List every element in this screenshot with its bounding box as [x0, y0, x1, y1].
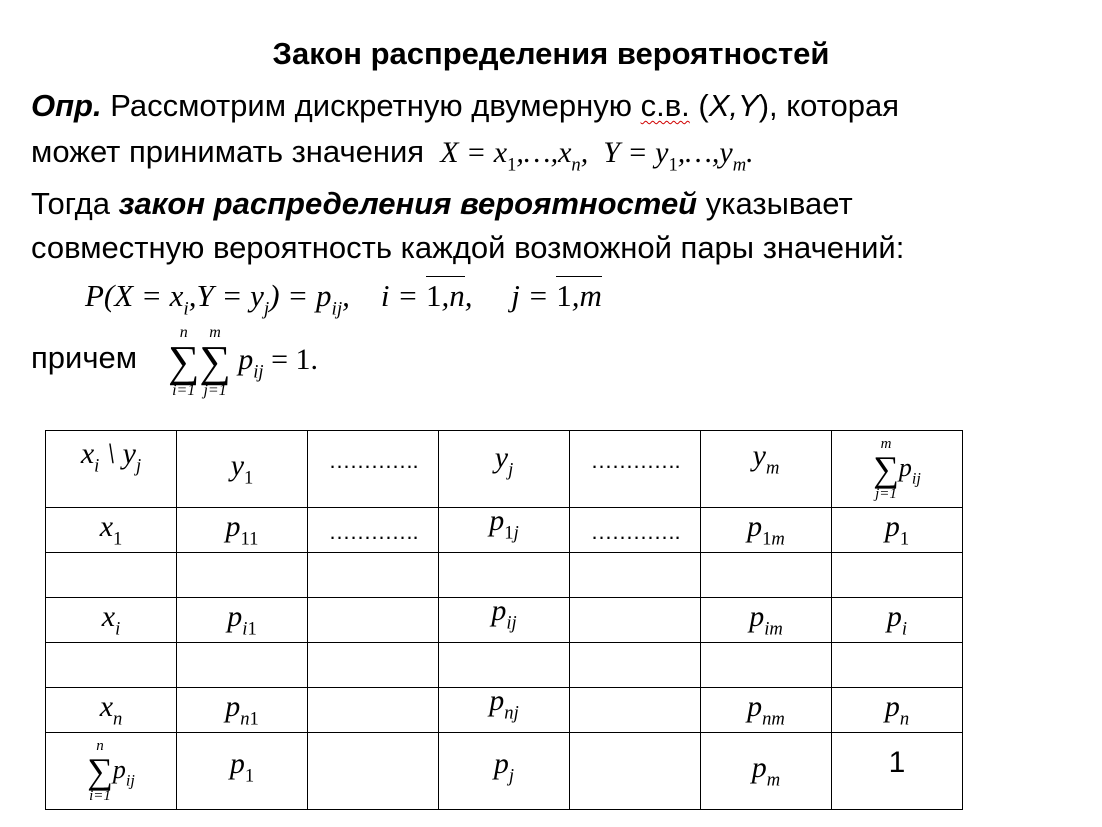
definition-text-b: ( [689, 88, 709, 123]
cell: $p_{i1}$ [177, 598, 308, 643]
page-title: Закон распределения вероятностей [272, 36, 830, 71]
cell: $p_{ij}$ [439, 598, 570, 643]
cell: $p_{nm}$ [701, 688, 832, 733]
then-text-b: указывает [697, 186, 853, 221]
cell: $p_{1j}$ [439, 508, 570, 553]
table-row [46, 598, 963, 643]
dots-cell: …………. [308, 431, 439, 508]
cell: $p_m$ [701, 733, 832, 810]
definition-label: Опр. [31, 88, 102, 123]
row-xi: $x_i$ [46, 598, 177, 643]
corner-cell: $x_i$ \ $y_j$ [46, 431, 177, 508]
moreover-label: причем [31, 340, 138, 375]
table-row [46, 688, 963, 733]
cell: $p_{im}$ [701, 598, 832, 643]
total-cell: 1 [832, 733, 963, 810]
cell: $p_{11}$ [177, 508, 308, 553]
table-row [46, 553, 963, 598]
distribution-table [45, 430, 963, 810]
table-row [46, 643, 963, 688]
col-sum-header: n ∑ i=1 $p_{ij}$ [46, 733, 177, 810]
cell: $p_1$ [177, 733, 308, 810]
definition-line-2 [31, 134, 754, 176]
cell: $p_n$ [832, 688, 963, 733]
dots-cell: …………. [308, 508, 439, 553]
definition-line2-text: может принимать значения [31, 134, 433, 169]
normalization-formula: n ∑ i=1 m ∑ j=1 $p_{ij} = 1$. [168, 324, 319, 399]
cell: $p_i$ [832, 598, 963, 643]
col-y1: $y_1$ [177, 431, 308, 508]
cell: $p_1$ [832, 508, 963, 553]
table-row [46, 508, 963, 553]
table-header-row [46, 431, 963, 508]
law-term: закон распределения вероятностей [118, 186, 698, 221]
then-text-a: Тогда [31, 186, 119, 221]
probability-formula: $P(X = x_i,Y = y_j) = p_{ij}$, i = 1,n, j = 1,m [85, 278, 602, 320]
row-sum-header: m ∑ j=1 $p_{ij}$ [832, 431, 963, 508]
dots-cell: …………. [570, 508, 701, 553]
cell: $p_{n1}$ [177, 688, 308, 733]
then-line-2: совместную вероятность каждой возможной пары значений: [31, 230, 905, 265]
col-yj: $y_j$ [439, 431, 570, 508]
cell: $p_{1m}$ [701, 508, 832, 553]
row-xn: $x_n$ [46, 688, 177, 733]
definition-text-c: ), которая [758, 88, 900, 123]
definition-text-a: Рассмотрим дискретную двумерную [101, 88, 641, 123]
dots-cell: …………. [570, 431, 701, 508]
row-x1: $x_1$ [46, 508, 177, 553]
abbr-rv: с.в. [640, 88, 690, 123]
cell: $p_j$ [439, 733, 570, 810]
definition-line-1 [31, 88, 899, 124]
cell: $p_{nj}$ [439, 688, 570, 733]
then-line-1 [31, 186, 853, 222]
col-ym: $y_m$ [701, 431, 832, 508]
values-formula: $X = x_1,\dots,x_n$, $Y = y_1,\dots,y_m$. [432, 136, 754, 176]
table-sum-row [46, 733, 963, 810]
pair-xy: X,Y [708, 88, 759, 123]
